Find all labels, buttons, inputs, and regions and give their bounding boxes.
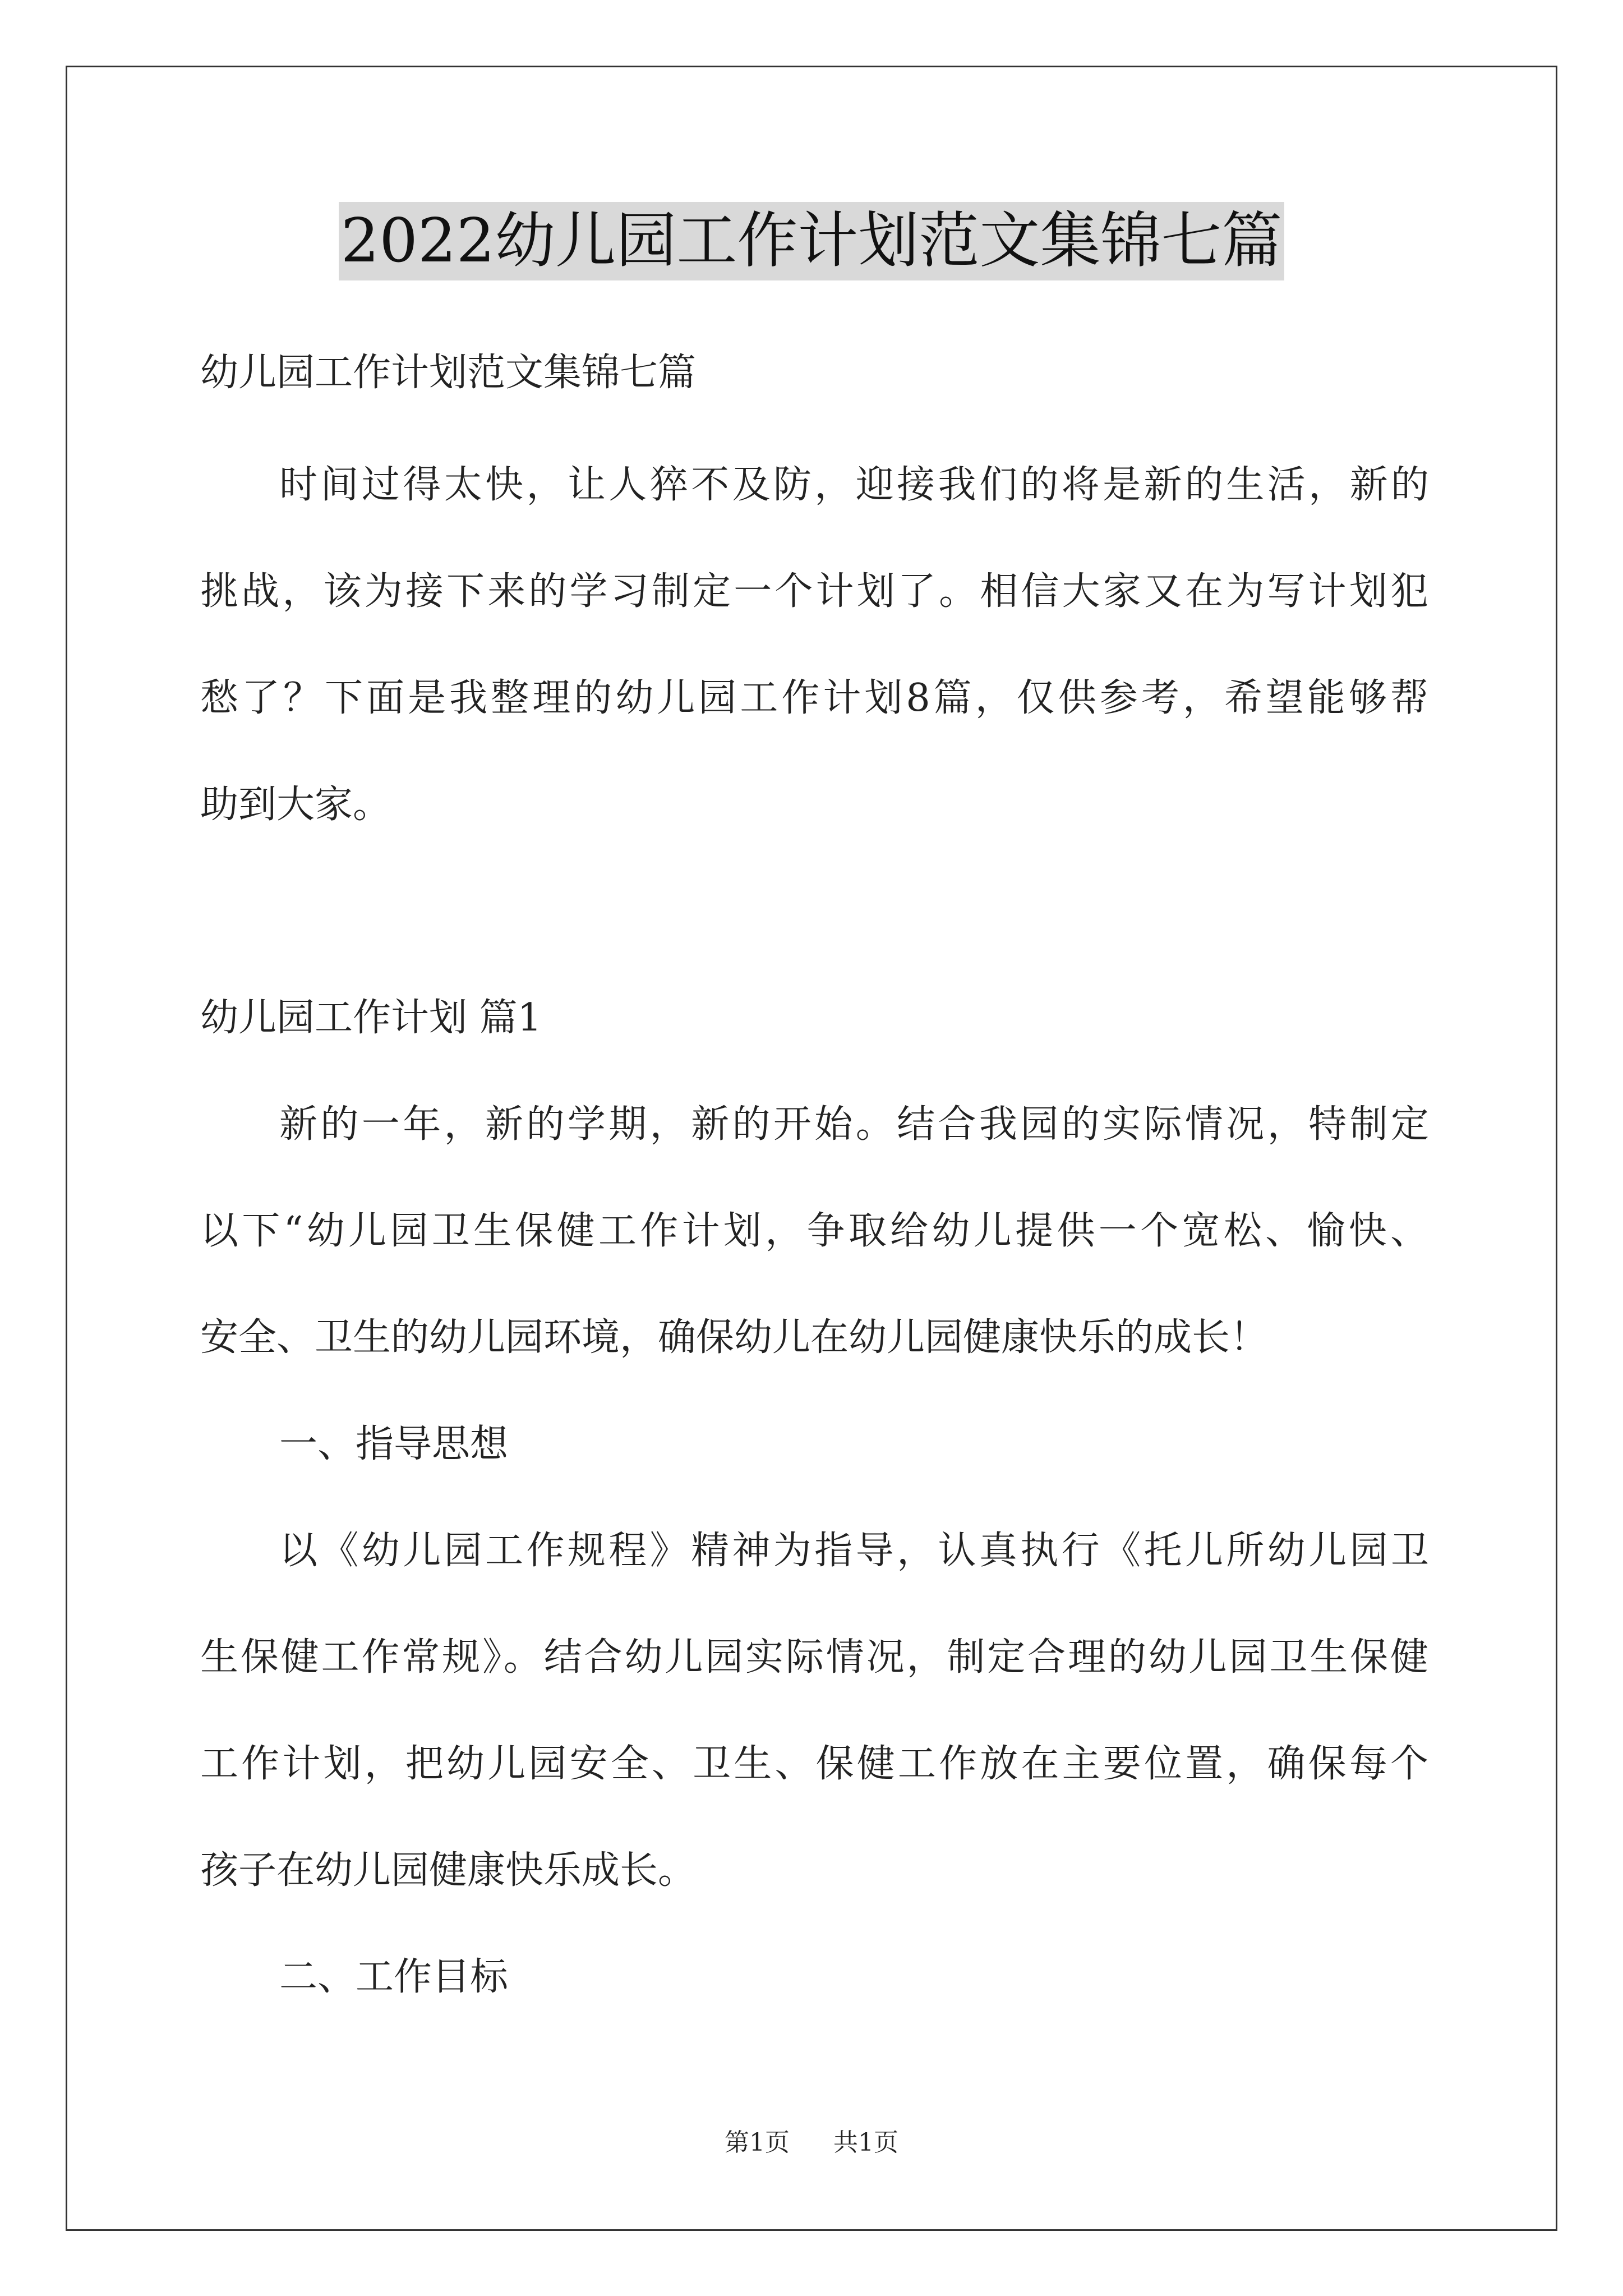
document-title: 2022幼儿园工作计划范文集锦七篇 — [339, 202, 1285, 280]
page-total: 共1页 — [833, 2128, 898, 2157]
paragraph-line: 工作计划，把幼儿园安全、卫生、保健工作放在主要位置，确保每个 — [200, 1742, 1428, 1786]
paragraph-line: 以下“幼儿园卫生保健工作计划，争取给幼儿提供一个宽松、愉快、 — [200, 1209, 1428, 1253]
subtitle-line: 幼儿园工作计划范文集锦七篇 — [200, 351, 697, 395]
paragraph-line: 生保健工作常规》。结合幼儿园实际情况，制定合理的幼儿园卫生保健 — [200, 1635, 1428, 1680]
page-number: 第1页 — [725, 2128, 790, 2157]
paragraph-line: 安全、卫生的幼儿园环境，确保幼儿在幼儿园健康快乐的成长！ — [200, 1315, 1269, 1360]
section-heading: 幼儿园工作计划 篇1 — [200, 996, 542, 1040]
paragraph-line: 以《幼儿园工作规程》精神为指导，认真执行《托儿所幼儿园卫 — [279, 1529, 1429, 1573]
page-footer — [0, 2126, 1623, 2160]
paragraph-line: 挑战，该为接下来的学习制定一个计划了。相信大家又在为写计划犯 — [200, 569, 1428, 614]
paragraph-line: 助到大家。 — [200, 783, 391, 827]
paragraph-line: 新的一年，新的学期，新的开始。结合我园的实际情况，特制定 — [279, 1102, 1429, 1147]
title-container — [0, 202, 1623, 280]
paragraph-line: 孩子在幼儿园健康快乐成长。 — [200, 1848, 697, 1893]
subheading: 一、指导思想 — [279, 1422, 509, 1466]
paragraph-line: 愁了？下面是我整理的幼儿园工作计划8篇，仅供参考，希望能够帮 — [200, 676, 1428, 720]
subheading: 二、工作目标 — [279, 1955, 509, 1999]
paragraph-line: 时间过得太快，让人猝不及防，迎接我们的将是新的生活，新的 — [279, 463, 1429, 507]
